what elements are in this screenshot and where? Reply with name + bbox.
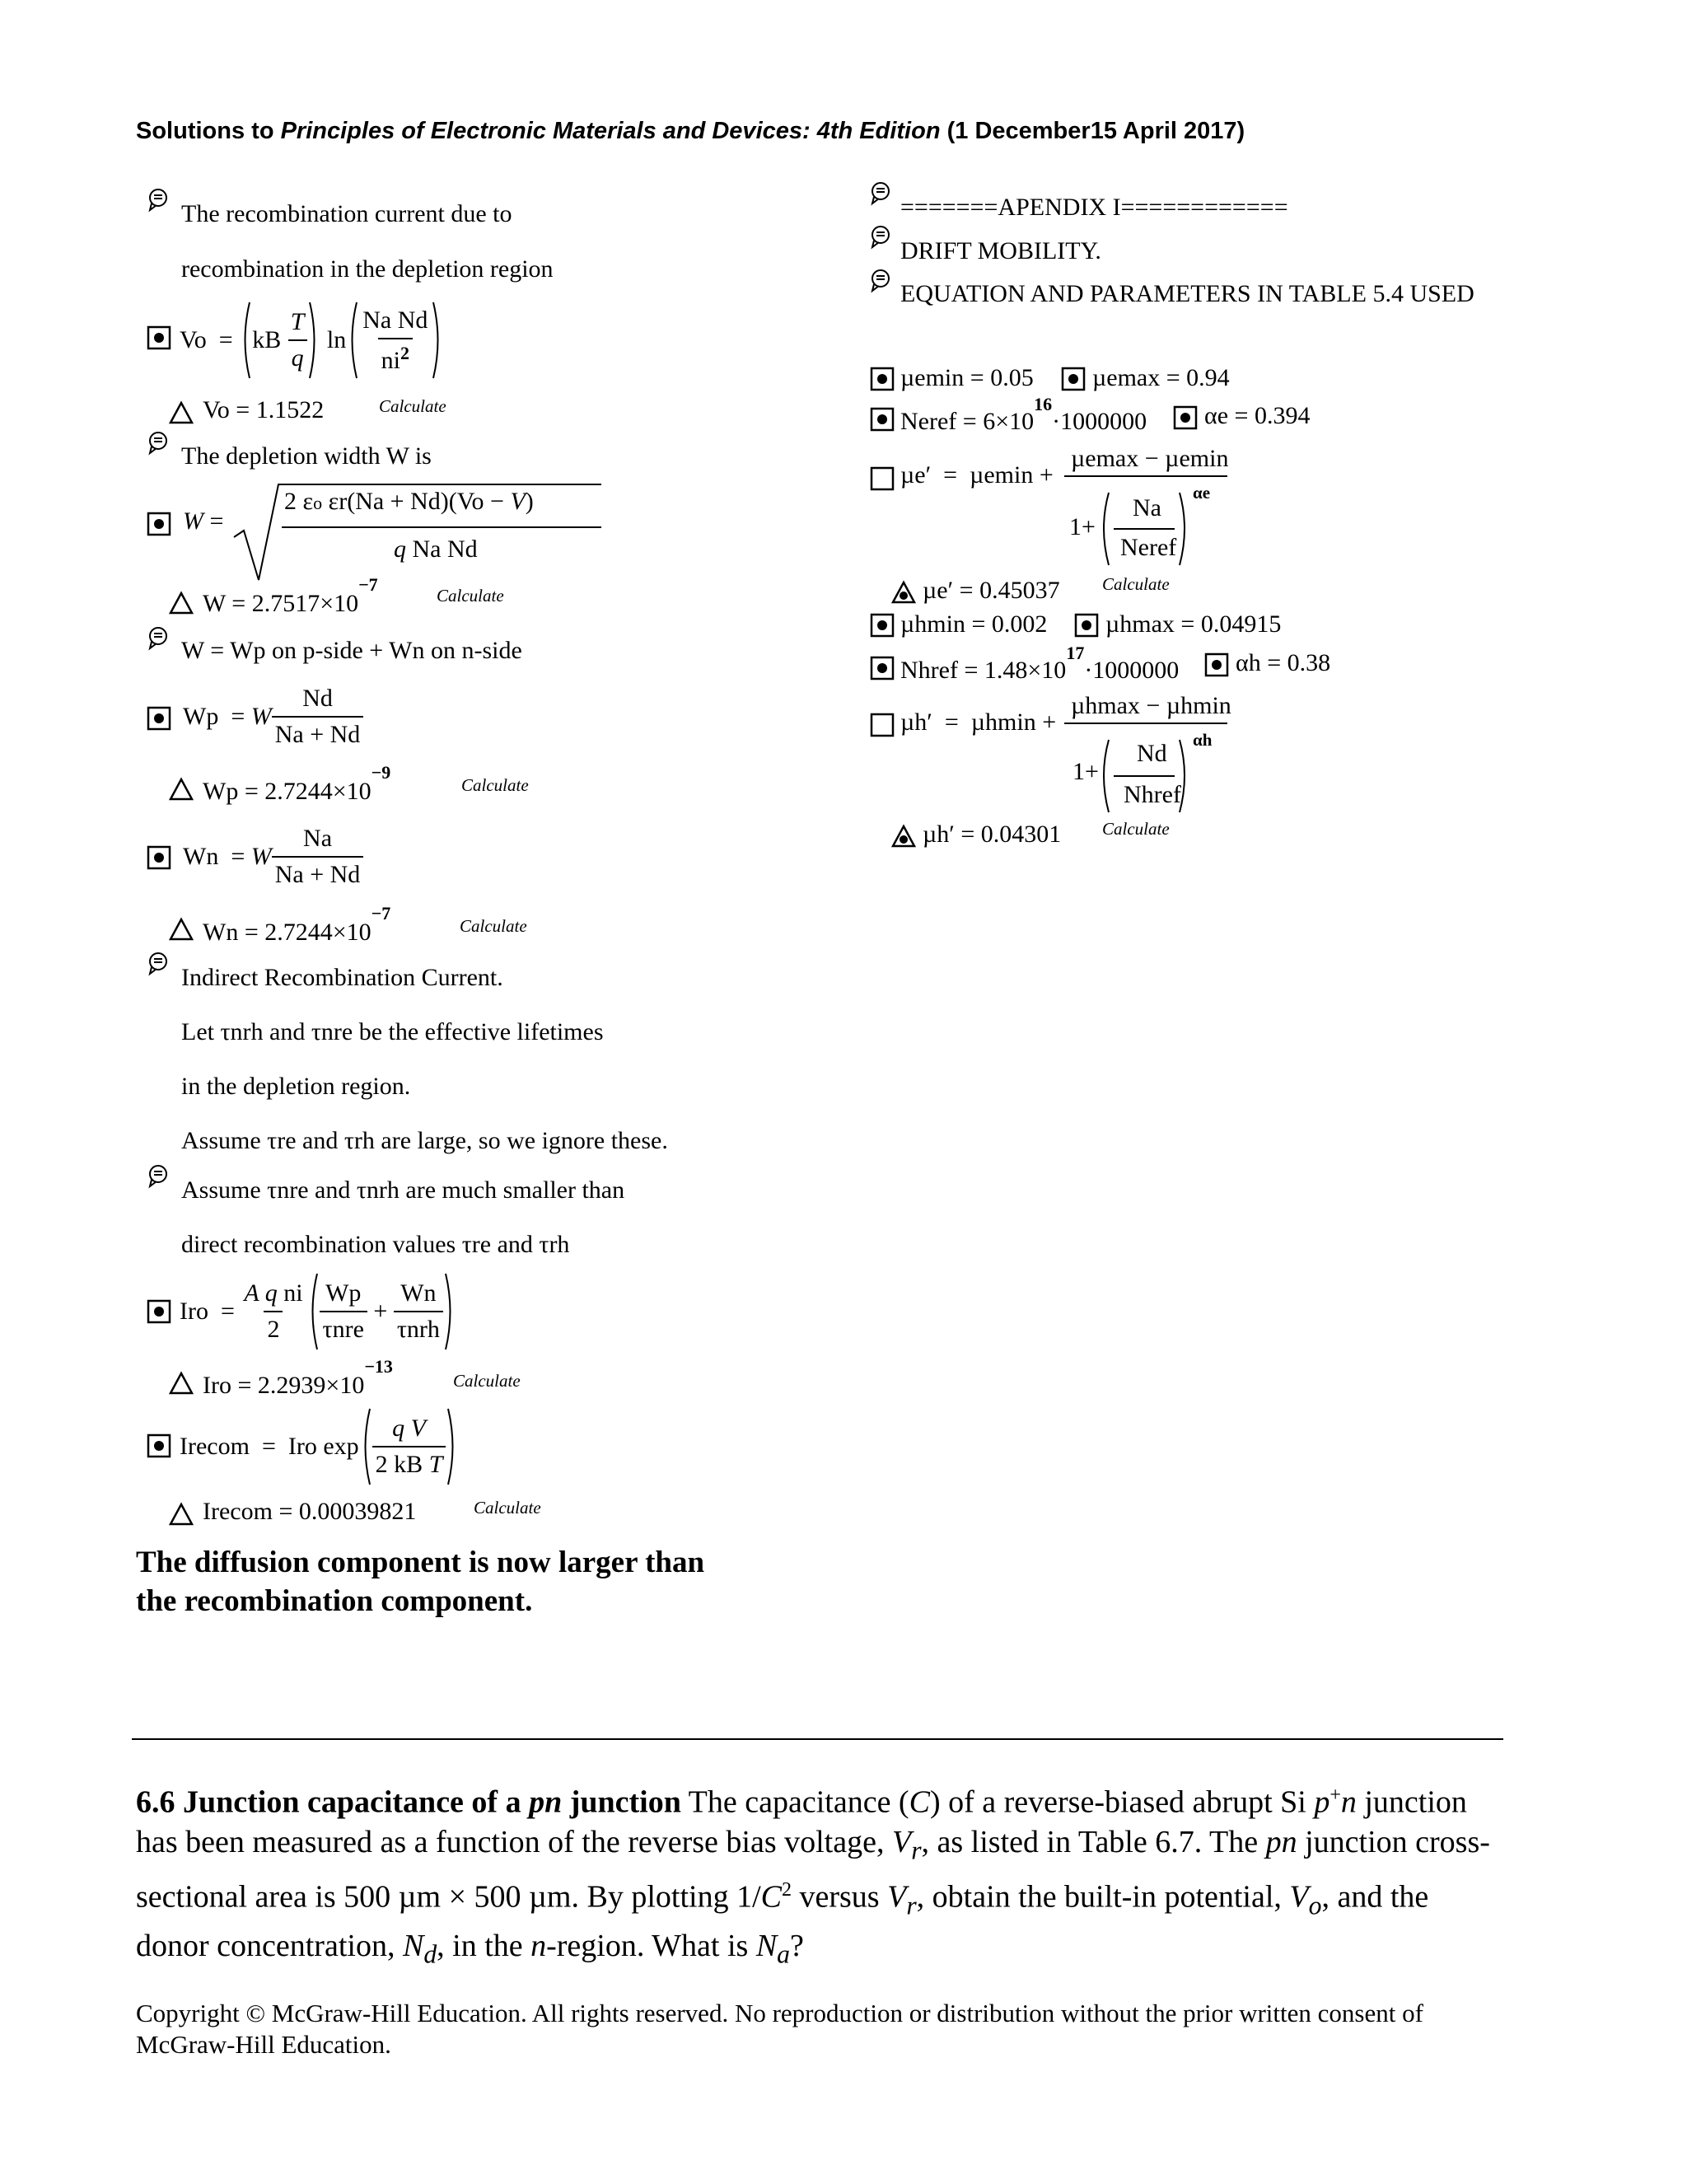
wp-definition: Wp = W $\frac{Nd}{Na + Nd}$	[183, 676, 363, 758]
w-result: $W = 2.7517\times 10^{-7}$	[203, 574, 378, 617]
uhmax-definition: µhmax = 0.04915	[1105, 610, 1282, 638]
uh-formula-nd: Nd	[1137, 740, 1167, 767]
uhmin-definition: µhmin = 0.002	[900, 610, 1048, 638]
evaluation-icon	[169, 1502, 194, 1527]
alpha-h-definition: αh = 0.38	[1236, 649, 1331, 676]
section-divider	[132, 1738, 1503, 1740]
definition-icon	[147, 845, 171, 870]
evaluation-icon	[891, 824, 916, 849]
w-numerator: 2 εo εr(Na + Nd)(Vo − V)	[284, 488, 534, 515]
definition-icon	[870, 407, 895, 432]
ue-formula-na: Na	[1133, 494, 1161, 521]
header-date: (1 December15 April 2017)	[940, 118, 1245, 144]
note-text: in the depletion region.	[181, 1073, 411, 1100]
alpha-e-definition: αe = 0.394	[1204, 402, 1311, 429]
problem-statement: 6.6 Junction capacitance of a pn junction The capacitance (C) of a reverse-biased abrupt Si p+n junction has been measured as a function of the reverse bias voltage, $V_r$, as listed in Table 6.7. The pn junction cross-sectional area is 500 µm × 500 µm. By plotting $1/C^2$ versus $V_r$, obtain the built-in potential, $V_o$, and the donor concentration, $N_d$, in the n-region. What is $N_a$?	[136, 1784, 1490, 1969]
uh-formula-nhref: Nhref	[1124, 781, 1181, 808]
calculate-label: Calculate	[379, 396, 446, 416]
note-text: The recombination current due to	[181, 200, 512, 227]
note-text: Assume τre and τrh are large, so we ignore these.	[181, 1127, 668, 1154]
note-icon	[869, 225, 894, 250]
evaluation-icon	[169, 400, 194, 425]
note-text: W = Wp on p-side + Wn on n-side	[181, 637, 522, 664]
empty-box-icon	[870, 466, 895, 491]
note-text: Assume τnre and τnrh are much smaller than	[181, 1176, 625, 1204]
definition-icon	[147, 512, 171, 536]
ue-formula-lhs: µe′ = µemin +	[900, 461, 1054, 489]
evaluation-icon	[169, 591, 194, 615]
note-icon	[147, 1164, 171, 1189]
definition-icon	[147, 325, 171, 350]
conclusion-line: the recombination component.	[136, 1584, 533, 1618]
ue-formula-numerator: µemax − µemin	[1071, 445, 1229, 472]
wp-result: $Wp = 2.7244\times 10^{-9}$	[203, 762, 391, 805]
note-text: EQUATION AND PARAMETERS IN TABLE 5.4 USED	[900, 280, 1474, 307]
definition-icon	[870, 367, 895, 391]
definition-icon	[1074, 613, 1099, 638]
vo-result: Vo = 1.1522	[203, 396, 325, 423]
definition-icon	[1061, 367, 1086, 391]
definition-icon	[1173, 405, 1198, 430]
note-text: Indirect Recombination Current.	[181, 964, 503, 991]
note-icon	[869, 181, 894, 206]
note-text: Let τnrh and τnre be the effective lifetimes	[181, 1018, 604, 1045]
irecom-definition: Irecom = Iro exp $\frac{\text{q V}}{\text{2 kB T}}$	[180, 1404, 459, 1490]
definition-icon	[870, 613, 895, 638]
uh-result: µh′ = 0.04301	[923, 821, 1062, 848]
iro-result: Iro = $2.2939\times 10^{-13}$	[203, 1356, 393, 1399]
note-icon	[869, 269, 894, 293]
calculate-label: Calculate	[460, 916, 527, 936]
note-icon	[147, 188, 171, 213]
ue-formula-exponent: αe	[1193, 483, 1211, 503]
uh-formula-one-plus: 1+	[1072, 758, 1099, 785]
uh-formula-lhs: µh′ = µhmin +	[900, 709, 1057, 736]
wn-result: $Wn = 2.7244\times 10^{-7}$	[203, 903, 391, 946]
evaluation-icon	[169, 917, 194, 942]
definition-icon	[147, 706, 171, 731]
calculate-label: Calculate	[1102, 819, 1170, 839]
page-header	[136, 118, 1245, 145]
calculate-label: Calculate	[453, 1371, 521, 1391]
definition-icon	[147, 1433, 171, 1458]
uemax-definition: µemax = 0.94	[1092, 364, 1230, 391]
header-prefix: Solutions to	[136, 118, 281, 144]
iro-definition: Iro = $\frac{\text{A q ni}}{2}$ $\frac{Wp}{\text{τnre}}$ + $\frac{Wn}{\text{τnrh}}$	[180, 1269, 456, 1354]
definition-icon	[147, 1299, 171, 1324]
conclusion-line: The diffusion component is now larger than	[136, 1546, 705, 1579]
ue-formula-one-plus: 1+	[1069, 513, 1096, 540]
header-book-title: Principles of Electronic Materials and Devices: 4th Edition	[280, 118, 941, 144]
note-text: The depletion width W is	[181, 442, 432, 470]
evaluation-icon	[169, 1371, 194, 1396]
w-denominator: q Na Nd	[394, 535, 478, 563]
uh-formula-numerator: µhmax − µhmin	[1071, 692, 1231, 719]
calculate-label: Calculate	[437, 586, 504, 606]
ue-result: µe′ = 0.45037	[923, 577, 1060, 604]
calculate-label: Calculate	[461, 775, 529, 795]
conclusion	[136, 1543, 704, 1620]
note-text: direct recombination values τre and τrh	[181, 1231, 570, 1258]
uemin-definition: µemin = 0.05	[900, 364, 1034, 391]
vo-definition: Vo = kB $\frac{T}{q}$ ln $\frac{\text{Na Nd}}{ni^2}$	[180, 295, 444, 386]
neref-definition: Neref = $6\times 10^{16}\cdot 1000000$	[900, 394, 1147, 435]
irecom-result: Irecom = 0.00039821	[203, 1498, 417, 1525]
w-definition: W =	[183, 507, 224, 535]
definition-icon	[870, 656, 895, 680]
note-icon	[147, 431, 171, 456]
ue-formula-neref: Neref	[1120, 534, 1177, 561]
note-text: DRIFT MOBILITY.	[900, 237, 1101, 264]
problem-title: 6.6 Junction capacitance of a pn junction	[136, 1784, 681, 1820]
note-icon	[147, 952, 171, 976]
note-icon	[147, 626, 171, 651]
evaluation-icon	[169, 777, 194, 802]
copyright-notice: Copyright © McGraw-Hill Education. All rights reserved. No reproduction or distribution without the prior written consent of McGraw-Hill Education.	[136, 1999, 1423, 2059]
empty-box-icon	[870, 713, 895, 737]
wn-definition: Wn = W $\frac{Na}{Na + Nd}$	[183, 816, 363, 898]
uh-formula-exponent: αh	[1193, 730, 1213, 750]
nhref-definition: Nhref = $1.48\times 10^{17}\cdot 1000000$	[900, 643, 1180, 684]
calculate-label: Calculate	[474, 1498, 541, 1518]
note-text: recombination in the depletion region	[181, 255, 554, 283]
note-text: =======APENDIX I============	[900, 194, 1288, 221]
evaluation-icon	[891, 580, 916, 605]
definition-icon	[1204, 652, 1229, 677]
calculate-label: Calculate	[1102, 574, 1170, 594]
